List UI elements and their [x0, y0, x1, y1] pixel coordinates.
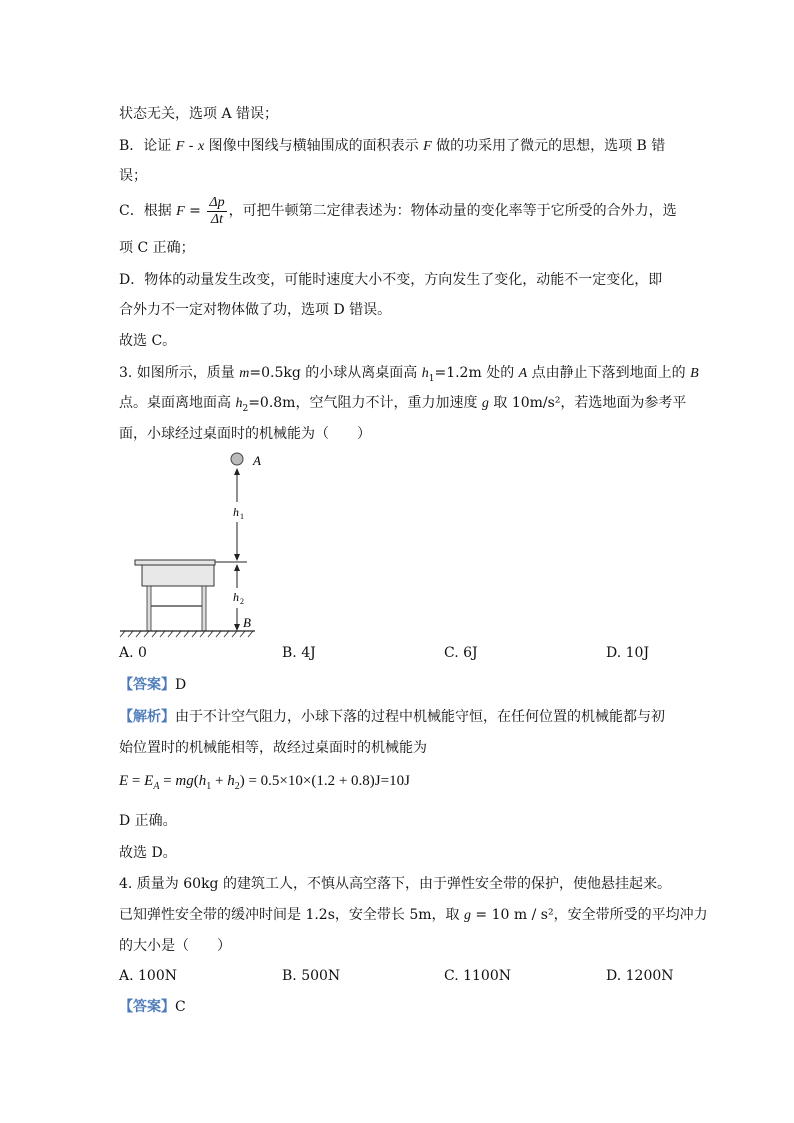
svg-text:2: 2	[240, 597, 244, 606]
table-drawer	[142, 565, 214, 586]
answer-4: 【答案】C	[119, 999, 186, 1015]
analysis-3: 【解析】由于不计空气阻力，小球下落的过程中机械能守恒，在任何位置的机械能都与初	[119, 709, 665, 725]
label-a: A	[253, 453, 261, 468]
option-d: D. 10J	[606, 645, 650, 661]
option-b: B. 500N	[282, 968, 341, 984]
table-leg	[147, 586, 151, 631]
table-top	[135, 560, 215, 565]
option-b-explanation: B．论证 F - x 图像中图线与横轴围成的面积表示 F 做的功采用了微元的思想，选项 B 错	[119, 138, 666, 154]
text-line: 误；	[119, 168, 147, 184]
question-3-text: 3. 如图所示，质量 m=0.5kg 的小球从离桌面高 $h_1=1.2m$ 处的 A 点由静止下落到地面上的 B	[119, 365, 699, 384]
question-3-text: 面，小球经过桌面时的机械能为（ ）	[119, 426, 371, 442]
question-4-text: 已知弹性安全带的缓冲时间是 1.2s，安全带长 5m，取 g = 10 m / s²，安全带所受的平均冲力	[119, 907, 708, 923]
label-h1: h	[233, 505, 239, 519]
question-4-text: 4. 质量为 60kg 的建筑工人，不慎从高空落下，由于弹性安全带的保护，使他悬挂起来。	[119, 876, 671, 892]
answer-3: 【答案】D	[119, 677, 187, 693]
text-line: 状态无关，选项 A 错误；	[119, 106, 279, 122]
text-line: 合外力不一定对物体做了功，选项 D 错误。	[119, 302, 392, 318]
option-d-explanation: D．物体的动量发生改变，可能时速度大小不变，方向发生了变化，动能不一定变化，即	[119, 272, 663, 288]
energy-formula: $E = E_A = mg(h_1 + h_2) = 0.5\times 10\times(1.2 + 0.8)J=10J$	[119, 773, 410, 792]
option-c-explanation: C．根据 F = $\frac{\Delta p}{\Delta t}$ ，可把牛顿第二定律表述为：物体动量的变化率等于它所受的合外力，选	[119, 194, 677, 227]
label-h2: h	[233, 590, 239, 604]
option-a: A. 100N	[119, 968, 177, 984]
choice-line: 故选 D。	[119, 845, 177, 861]
question-4-text: 的大小是（ ）	[119, 938, 231, 954]
table-leg	[202, 586, 206, 631]
choice-line: 故选 C。	[119, 333, 177, 349]
option-c: C. 6J	[444, 645, 478, 661]
option-a: A. 0	[119, 645, 147, 661]
option-b: B. 4J	[282, 645, 316, 661]
table-ball-figure	[115, 448, 275, 638]
analysis-3: 始位置时的机械能相等，故经过桌面时的机械能为	[119, 740, 427, 756]
fraction-dp-dt: $\frac{\Delta p}{\Delta t}$	[209, 194, 225, 227]
label-b: B	[243, 615, 251, 630]
text-line: 项 C 正确；	[119, 240, 195, 256]
option-d: D. 1200N	[606, 968, 674, 984]
text-line: D 正确。	[119, 813, 177, 829]
svg-text:1: 1	[240, 512, 244, 521]
option-c: C. 1100N	[444, 968, 511, 984]
ball-icon	[231, 453, 243, 465]
question-3-text: 点。桌面离地面高 $h_2=0.8m$，空气阻力不计，重力加速度 g 取 10m/s²，若选地面为参考平	[119, 395, 687, 414]
